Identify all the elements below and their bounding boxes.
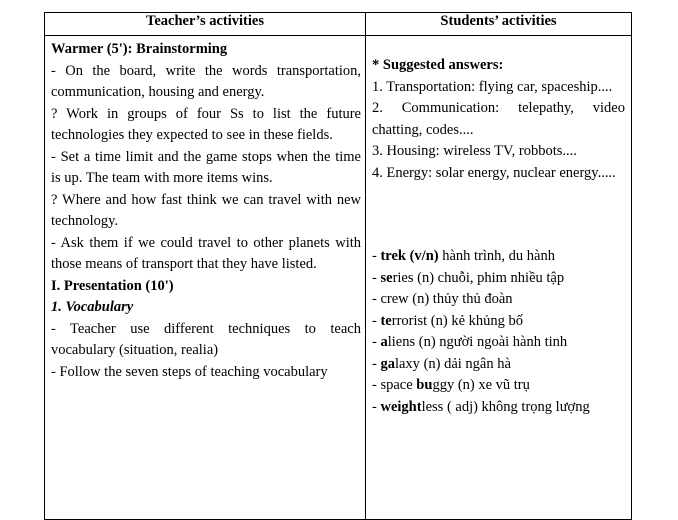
spacer — [372, 39, 625, 55]
presentation-line: - Teacher use different techniques to teach vocabulary (situation, realia) — [51, 320, 361, 358]
vocab-item: - galaxy (n) dải ngân hà — [372, 355, 511, 372]
teacher-cell — [45, 36, 366, 520]
warmer-line: - On the board, write the words transportation, communication, housing and energy. — [51, 62, 361, 100]
warmer-title: Warmer (5'): Brainstorming — [51, 41, 228, 57]
content-row — [45, 36, 632, 520]
answer-item: 4. Energy: solar energy, nuclear energy..... — [372, 164, 616, 181]
spacer — [372, 184, 625, 246]
header-row — [45, 13, 632, 36]
vocabulary-title: 1. Vocabulary — [51, 299, 134, 315]
students-cell — [366, 36, 632, 520]
warmer-line: ? Work in groups of four Ss to list the future technologies they expected to see in these fields. — [51, 105, 361, 143]
vocab-item: - weightless ( adj) không trọng lượng — [372, 398, 590, 415]
warmer-line: ? Where and how fast think we can travel with new technology. — [51, 191, 361, 229]
vocab-item: - trek (v/n) hành trình, du hành — [372, 248, 555, 264]
students-header: Students’ activities — [366, 13, 632, 36]
suggested-answers-title: * Suggested answers: — [372, 57, 504, 73]
presentation-line: - Follow the seven steps of teaching vocabulary — [51, 363, 328, 380]
answer-item: 2. Communication: telepathy, video chatting, codes.... — [372, 100, 625, 138]
vocab-item: - crew (n) thủy thủ đoàn — [372, 291, 513, 307]
presentation-title: I. Presentation (10') — [51, 277, 174, 294]
answer-item: 1. Transportation: flying car, spaceship.... — [372, 78, 613, 95]
warmer-line: - Set a time limit and the game stops when the time is up. The team with more items wins. — [51, 148, 361, 186]
vocab-item: - terrorist (n) kẻ khủng bố — [372, 312, 524, 329]
teacher-header: Teacher’s activities — [45, 13, 366, 36]
vocab-item: - aliens (n) người ngoài hành tinh — [372, 334, 568, 350]
answer-item: 3. Housing: wireless TV, robbots.... — [372, 143, 577, 159]
lesson-plan-table — [44, 12, 632, 520]
warmer-line: - Ask them if we could travel to other planets with those means of transport that they have listed. — [51, 234, 361, 272]
vocab-item: - series (n) chuỗi, phim nhiều tập — [372, 269, 565, 286]
vocab-item: - space buggy (n) xe vũ trụ — [372, 377, 530, 393]
